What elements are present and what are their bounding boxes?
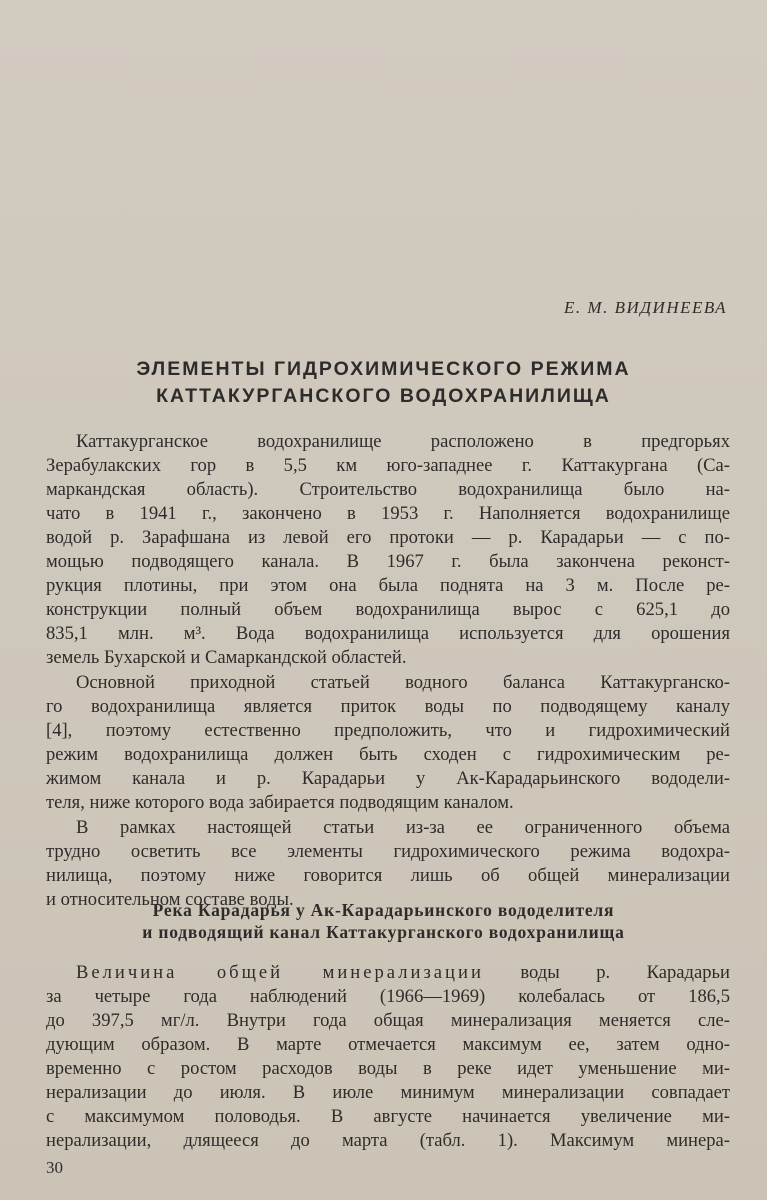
paragraph-4-line: с максимумом половодья. В августе начинается увеличение ми- [46, 1106, 730, 1127]
article-title-line-1: ЭЛЕМЕНТЫ ГИДРОХИМИЧЕСКОГО РЕЖИМА [136, 358, 631, 380]
paragraph-3-line: и относительном составе воды. [46, 889, 294, 910]
paragraph-4-line: за четыре года наблюдений (1966—1969) колебалась от 186,5 [46, 986, 730, 1007]
paragraph-1-line: мощью подводящего канала. В 1967 г. была закончена реконст- [46, 551, 730, 572]
paragraph-2-line: жимом канала и р. Карадарьи у Ак-Карадарьинского вододели- [46, 768, 730, 789]
paragraph-4-line: до 397,5 мг/л. Внутри года общая минерализация меняется сле- [46, 1010, 730, 1031]
author-name: Е. М. ВИДИНЕЕВА [564, 298, 727, 317]
paragraph-1-line: Каттакурганское водохранилище расположено в предгорьях [76, 431, 730, 452]
paragraph-3-line: В рамках настоящей статьи из-за ее ограниченного объема [76, 817, 730, 838]
paragraph-1-line: маркандская область). Строительство водохранилища было на- [46, 479, 730, 500]
paragraph-4-line [76, 962, 730, 983]
paragraph-1-line: конструкции полный объем водохранилища вырос с 625,1 до [46, 599, 730, 620]
section-heading-line-2: и подводящий канал Каттакурганского водохранилища [142, 922, 625, 942]
paragraph-2-line: режим водохранилища должен быть сходен с гидрохимическим ре- [46, 744, 730, 765]
paragraph-4-line-rest: воды р. Карадарьи [483, 962, 730, 983]
paragraph-4-line: нерализации до июля. В июле минимум минерализации совпадает [46, 1082, 730, 1103]
paragraph-1-line: 835,1 млн. м³. Вода водохранилища используется для орошения [46, 623, 730, 644]
paragraph-3-line: нилища, поэтому ниже говорится лишь об общей минерализации [46, 865, 730, 886]
paragraph-4-line: дующим образом. В марте отмечается максимум ее, затем одно- [46, 1034, 730, 1055]
paragraph-2-line: теля, ниже которого вода забирается подводящим каналом. [46, 792, 514, 813]
paragraph-4-line: временно с ростом расходов воды в реке идет уменьшение ми- [46, 1058, 730, 1079]
paragraph-1-line: водой р. Зарафшана из левой его протоки — р. Карадарьи — с по- [46, 527, 730, 548]
page-number: 30 [46, 1158, 63, 1177]
section-heading-line-1: Река Карадарья у Ак-Карадарьинского вододелителя [152, 900, 615, 920]
paragraph-3-line: трудно осветить все элементы гидрохимического режима водохра- [46, 841, 730, 862]
paragraph-1-line: чато в 1941 г., закончено в 1953 г. Наполняется водохранилище [46, 503, 730, 524]
spaced-emphasis: Величина общей минерализации [76, 962, 484, 983]
paragraph-4-line: нерализации, длящееся до марта (табл. 1). Максимум минера- [46, 1130, 730, 1151]
paragraph-1-line: Зерабулакских гор в 5,5 км юго-западнее г. Каттакургана (Са- [46, 455, 730, 476]
article-title-line-2: КАТТАКУРГАНСКОГО ВОДОХРАНИЛИЩА [156, 385, 611, 407]
paragraph-1-line: рукция плотины, при этом она была поднята на 3 м. После ре- [46, 575, 730, 596]
paragraph-1-line: земель Бухарской и Самаркандской областей. [46, 647, 407, 668]
paragraph-2-line: го водохранилища является приток воды по подводящему каналу [46, 696, 730, 717]
paragraph-2-line: [4], поэтому естественно предположить, что и гидрохимический [46, 720, 730, 741]
paragraph-2-line: Основной приходной статьей водного баланса Каттакурганско- [76, 672, 730, 693]
